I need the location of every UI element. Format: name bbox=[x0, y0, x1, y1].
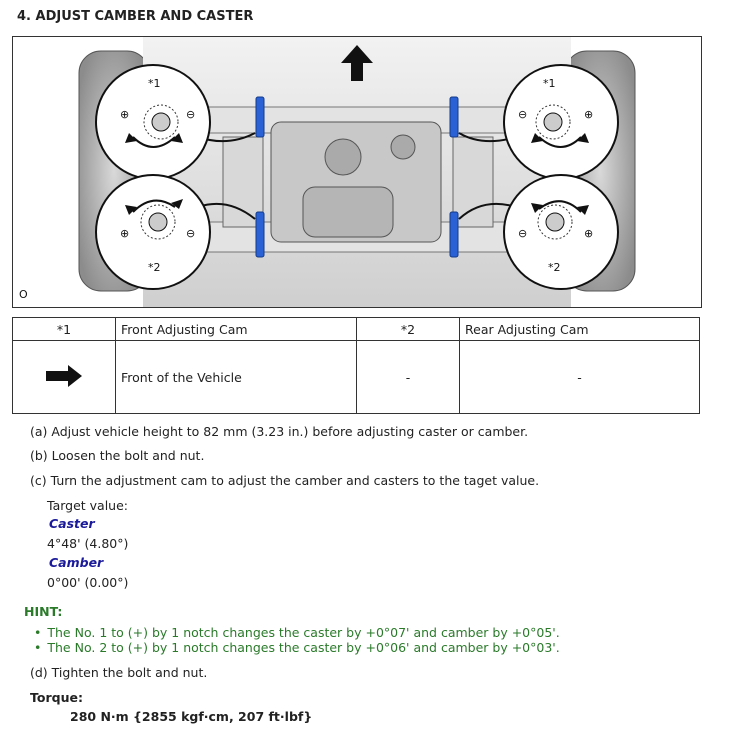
step-c: (c) Turn the adjustment cam to adjust the camber and casters to the taget value. bbox=[30, 473, 540, 488]
front-right-bolt bbox=[450, 97, 458, 137]
plus-sign-rr: ⊕ bbox=[584, 227, 594, 240]
figure-code: O bbox=[19, 288, 28, 301]
legend-arrow-label: Front of the Vehicle bbox=[116, 341, 357, 414]
step-a: (a) Adjust vehicle height to 82 mm (3.23 in.) before adjusting caster or camber. bbox=[30, 424, 529, 439]
torque-value: 280 N·m {2855 kgf·cm, 207 ft·lbf} bbox=[70, 709, 313, 724]
right-arrow-icon bbox=[46, 365, 82, 387]
legend-key-1: *1 bbox=[13, 318, 116, 341]
torque-label: Torque: bbox=[30, 690, 83, 705]
rear-right-bolt bbox=[450, 212, 458, 257]
legend-header-row bbox=[13, 318, 700, 341]
rear-left-bolt bbox=[256, 212, 264, 257]
plus-sign-rl: ⊕ bbox=[120, 227, 130, 240]
step-b: (b) Loosen the bolt and nut. bbox=[30, 448, 205, 463]
oil-pan bbox=[303, 187, 393, 237]
section-title: 4. ADJUST CAMBER AND CASTER bbox=[17, 9, 254, 24]
hint-item: • The No. 1 to (+) by 1 notch changes the caster by +0°07' and camber by +0°05'. bbox=[34, 625, 560, 640]
hint-item: • The No. 2 to (+) by 1 notch changes the caster by +0°06' and camber by +0°03'. bbox=[34, 640, 560, 655]
target-label: Target value: bbox=[47, 498, 128, 513]
callout-label-rear-left: *2 bbox=[148, 261, 161, 274]
minus-sign-rr: ⊖ bbox=[518, 227, 528, 240]
callout-label-rear-right: *2 bbox=[548, 261, 561, 274]
minus-sign-fl: ⊖ bbox=[186, 108, 196, 121]
minus-sign-rl: ⊖ bbox=[186, 227, 196, 240]
legend-key-2: *2 bbox=[357, 318, 460, 341]
front-left-bolt bbox=[256, 97, 264, 137]
legend-arrow-row bbox=[13, 341, 700, 414]
camber-value: 0°00' (0.00°) bbox=[47, 575, 129, 590]
caster-label: Caster bbox=[49, 516, 95, 531]
legend-dash-1: - bbox=[357, 341, 460, 414]
legend-label-1: Front Adjusting Cam bbox=[116, 318, 357, 341]
legend-table bbox=[12, 317, 700, 414]
callout-front-right bbox=[504, 65, 618, 179]
legend-label-2: Rear Adjusting Cam bbox=[460, 318, 700, 341]
camber-label: Camber bbox=[49, 555, 104, 570]
callout-label-front-left: *1 bbox=[148, 77, 161, 90]
callout-label-front-right: *1 bbox=[543, 77, 556, 90]
step-d: (d) Tighten the bolt and nut. bbox=[30, 665, 208, 680]
caster-value: 4°48' (4.80°) bbox=[47, 536, 129, 551]
minus-sign-fr: ⊖ bbox=[518, 108, 528, 121]
hint-list bbox=[34, 625, 560, 655]
suspension-drawing bbox=[13, 37, 701, 307]
hint-label: HINT: bbox=[24, 604, 63, 619]
plus-sign-fr: ⊕ bbox=[584, 108, 594, 121]
legend-dash-2: - bbox=[460, 341, 700, 414]
legend-arrow-cell bbox=[13, 341, 116, 414]
plus-sign-fl: ⊕ bbox=[120, 108, 130, 121]
suspension-illustration bbox=[12, 36, 702, 308]
